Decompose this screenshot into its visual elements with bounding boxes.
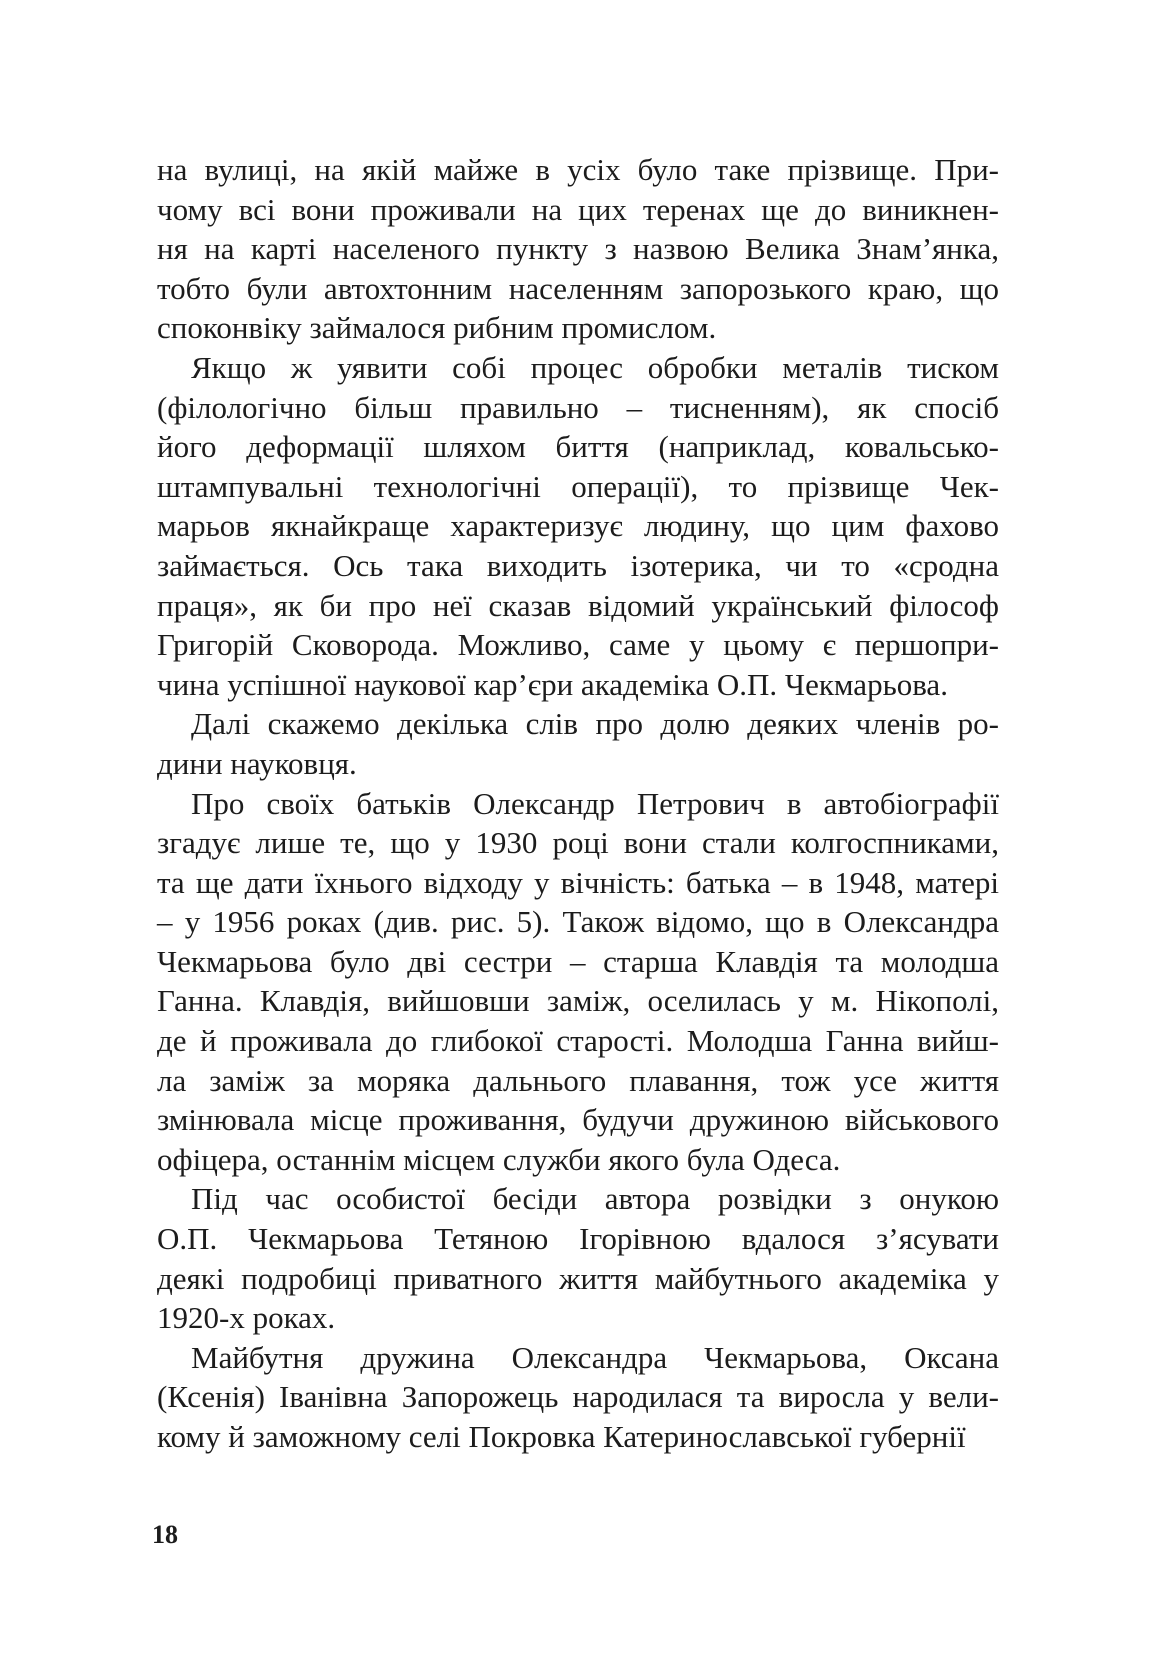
text-line: кому й заможному селі Покровка Катеринославської губернії	[157, 1419, 966, 1454]
text-line: (філологічно більш правильно – тисненням), як спосіб	[157, 389, 999, 425]
text-line: змінювала місце проживання, будучи дружиною військового	[157, 1102, 999, 1138]
text-line: Далі скажемо декілька слів про долю деяких членів ро-	[191, 706, 999, 742]
text-line: чина успішної наукової кар’єри академіка О.П. Чекмарьова.	[157, 666, 948, 702]
paragraph	[157, 784, 999, 1180]
text-line: ла заміж за моряка дальнього плавання, тож усе життя	[157, 1062, 999, 1098]
text-line: тобто були автохтонним населенням запорозького краю, що	[157, 270, 999, 306]
paragraph	[157, 1179, 999, 1337]
text-line: Ганна. Клавдія, вийшовши заміж, оселилась у м. Нікополі,	[157, 983, 999, 1019]
paragraph	[157, 1338, 999, 1457]
text-line: марьов якнайкраще характеризує людину, що цим фахово	[157, 508, 999, 544]
text-line: Григорій Сковорода. Можливо, саме у цьому є першопри-	[157, 627, 999, 663]
text-line: 1920-х роках.	[157, 1300, 336, 1336]
text-line: праця», як би про неї сказав відомий український філософ	[157, 587, 999, 623]
body-text	[157, 150, 999, 1457]
text-line: – у 1956 роках (див. рис. 5). Також відомо, що в Олександра	[157, 904, 999, 940]
text-line: згадує лише те, що у 1930 році вони стали колгоспниками,	[157, 825, 999, 861]
paragraph	[157, 348, 999, 704]
text-line: споконвіку займалося рибним промислом.	[157, 310, 717, 346]
text-line: (Ксенія) Іванівна Запорожець народилася та виросла у вели-	[157, 1379, 999, 1415]
text-line: де й проживала до глибокої старості. Молодша Ганна вийш-	[157, 1023, 999, 1059]
text-line: О.П. Чекмарьова Тетяною Ігорівною вдалося з’ясувати	[157, 1221, 999, 1257]
text-line: на вулиці, на якій майже в усіх було таке прізвище. При-	[157, 152, 999, 187]
text-line: офіцера, останнім місцем служби якого була Одеса.	[157, 1141, 841, 1177]
text-line: Чекмарьова було дві сестри – старша Клавдія та молодша	[157, 943, 999, 979]
text-line: Якщо ж уявити собі процес обробки металів тиском	[191, 349, 999, 385]
text-line: штампувальні технологічні операції), то прізвище Чек-	[157, 468, 999, 504]
text-line: ня на карті населеного пункту з назвою Велика Знам’янка,	[157, 231, 999, 267]
text-line: дини науковця.	[157, 745, 357, 781]
text-line: та ще дати їхнього відходу у вічність: батька – в 1948, матері	[157, 864, 999, 900]
text-line: деякі подробиці приватного життя майбутнього академіка у	[157, 1260, 999, 1296]
text-line: його деформації шляхом биття (наприклад, ковальсько-	[157, 429, 999, 465]
text-line: Під час особистої бесіди автора розвідки з онукою	[191, 1181, 999, 1217]
text-line: Майбутня дружина Олександра Чекмарьова, Оксана	[191, 1339, 999, 1375]
text-line: чому всі вони проживали на цих теренах ще до виникнен-	[157, 191, 999, 227]
paragraph	[157, 150, 999, 348]
page-number: 18	[152, 1520, 178, 1549]
paragraph	[157, 704, 999, 783]
text-line: займається. Ось така виходить ізотерика, чи то «сродна	[157, 547, 999, 583]
text-line: Про своїх батьків Олександр Петрович в автобіографії	[191, 785, 999, 821]
